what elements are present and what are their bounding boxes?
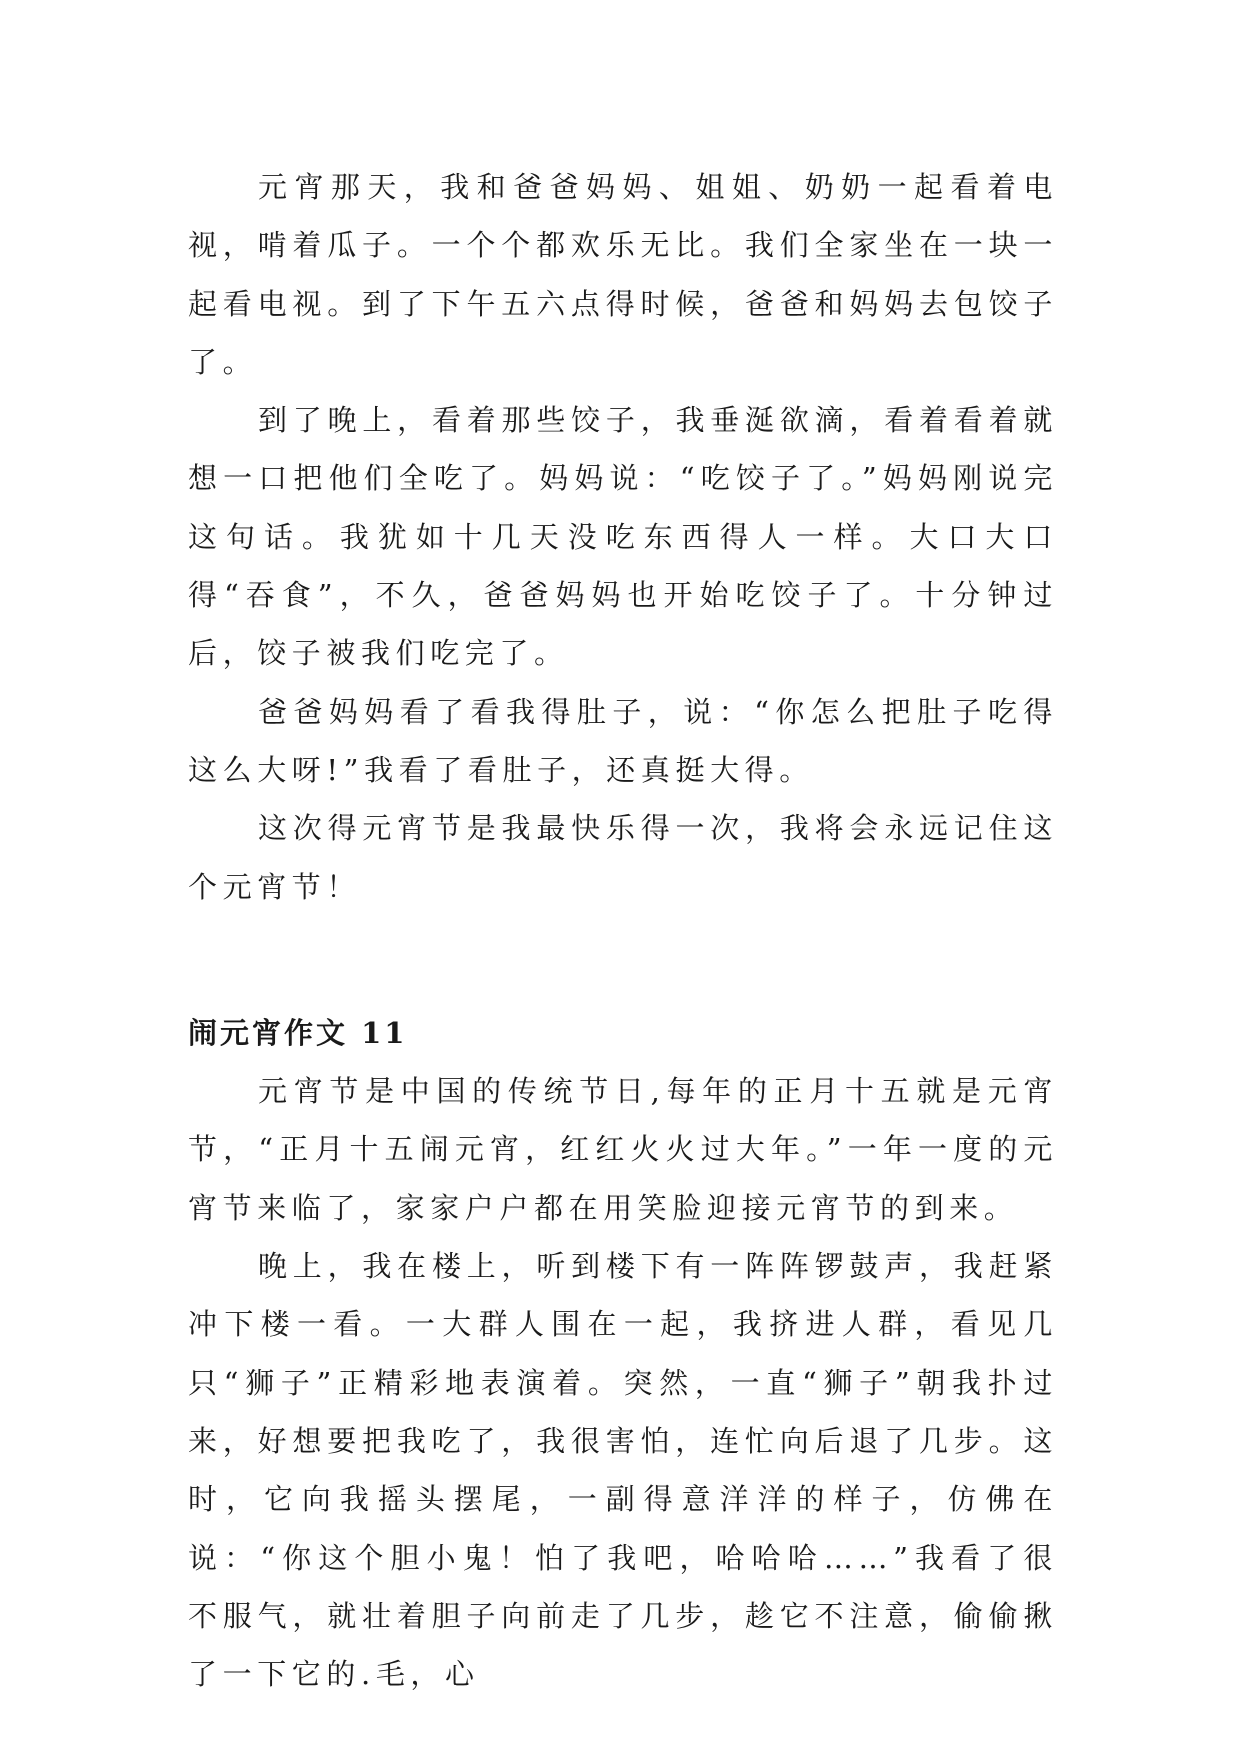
text-column [188,158,1058,1703]
paragraph: 爸爸妈妈看了看我得肚子，说：“你怎么把肚子吃得这么大呀!”我看了看肚子，还真挺大得。 [188,694,1058,787]
paragraph: 元宵节是中国的传统节日,每年的正月十五就是元宵节，“正月十五闹元宵，红红火火过大年。”一年一度的元宵节来临了，家家户户都在用笑脸迎接元宵节的到来。 [188,1074,1058,1225]
paragraph: 到了晚上，看着那些饺子，我垂涎欲滴，看着看着就想一口把他们全吃了。妈妈说：“吃饺子了。”妈妈刚说完这句话。我犹如十几天没吃东西得人一样。大口大口得“吞食”，不久，爸爸妈妈也开始吃饺子了。十分钟过后，饺子被我们吃完了。 [188,403,1058,671]
section-heading: 闹元宵作文 11 [188,1015,408,1050]
paragraph: 晚上，我在楼上，听到楼下有一阵阵锣鼓声，我赶紧冲下楼一看。一大群人围在一起，我挤进人群，看见几只“狮子”正精彩地表演着。突然，一直“狮子”朝我扑过来，好想要把我吃了，我很害怕，连忙向后退了几步。这时，它向我摇头摆尾，一副得意洋洋的样子，仿佛在说：“你这个胆小鬼！怕了我吧，哈哈哈……”我看了很不服气，就壮着胆子向前走了几步，趁它不注意，偷偷揪了一下它的.毛，心 [188,1249,1058,1692]
paragraph: 元宵那天，我和爸爸妈妈、姐姐、奶奶一起看着电视，啃着瓜子。一个个都欢乐无比。我们全家坐在一块一起看电视。到了下午五六点得时候，爸爸和妈妈去包饺子了。 [188,170,1058,379]
paragraph: 这次得元宵节是我最快乐得一次，我将会永远记住这个元宵节！ [188,811,1058,904]
